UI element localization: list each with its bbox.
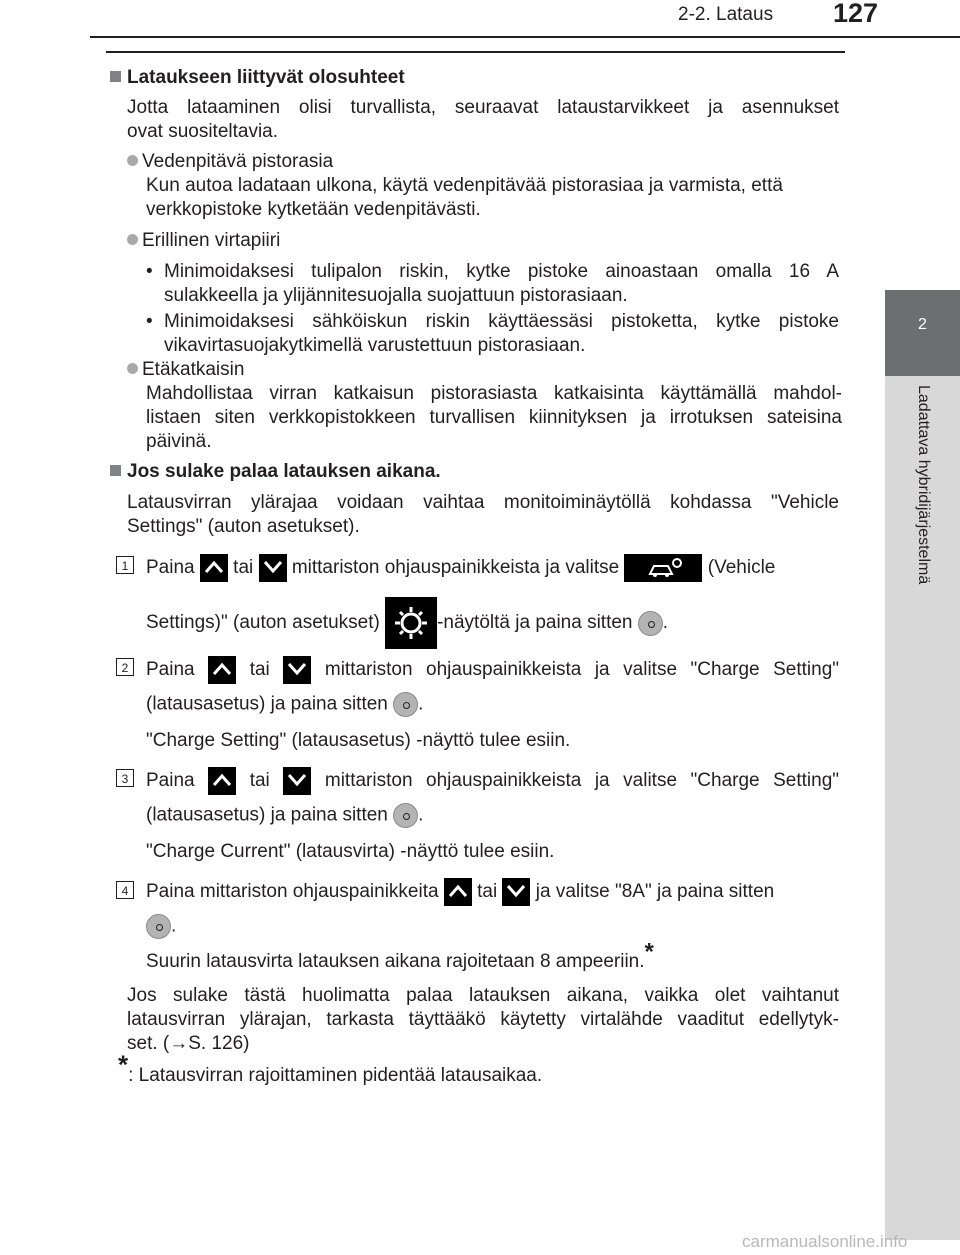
paragraph-line: Kun autoa ladataan ulkona, käytä vedenpitävää pistorasiaa ja varmista, että: [146, 175, 783, 196]
step-2-line-2: [146, 692, 423, 717]
paragraph-line: päivinä.: [146, 431, 212, 452]
step-text: Paina: [146, 770, 195, 792]
step-text: tai: [249, 659, 270, 681]
gear-icon: [385, 597, 437, 649]
section-heading-conditions: [110, 66, 405, 90]
paragraph-line: Jos sulake tästä huolimatta palaa latauksen aikana, vaikka olet vaihtanut: [127, 985, 839, 1006]
paragraph-line: verkkopistoke kytketään vedenpitävästi.: [146, 199, 481, 220]
step-2-line-1: [146, 656, 839, 684]
item-title: [127, 358, 244, 382]
step-number-4: 4: [116, 881, 134, 899]
item-title: [127, 229, 280, 253]
chapter-label: Ladattava hybridijärjestelmä: [915, 385, 932, 585]
paragraph-line: vikavirtasuojakytkimellä varustettuun pistorasiaan.: [164, 335, 586, 356]
step-4-line-1: [146, 878, 774, 906]
step-text: .: [418, 804, 424, 826]
page-header: [0, 0, 960, 40]
step-text: mittariston ohjauspainikkeista ja valitse "Charge Setting": [324, 659, 840, 681]
ok-button-icon: [393, 803, 418, 828]
footnote-marker: *: [644, 938, 654, 966]
down-button-icon: [283, 656, 311, 684]
item-title-text: Etäkatkaisin: [142, 359, 245, 380]
step-4-result: [146, 938, 654, 974]
ok-button-icon: [638, 611, 663, 636]
section-title: 2-2. Lataus: [678, 4, 774, 25]
paragraph-line: listaen siten verkkopistokkeen turvallisen kiinnityksen ja irrotuksen sateisina: [146, 407, 842, 428]
paragraph-line: latausvirran ylärajan, tarkasta täyttääkö käytetty virtalähde vaaditut edellytyk-: [127, 1009, 839, 1030]
step-text: Suurin latausvirta latauksen aikana rajoitetaan 8 ampeeriin.: [146, 951, 645, 972]
circle-bullet-icon: [127, 363, 138, 374]
footnote: [118, 1049, 543, 1088]
vehicle-settings-icon: [624, 554, 702, 582]
step-text: (Vehicle: [707, 557, 776, 579]
step-text: .: [662, 612, 669, 634]
step-text: tai: [477, 881, 498, 903]
paragraph-line: Mahdollistaa virran katkaisun pistorasiasta katkaisinta käyttämällä mahdol-: [146, 383, 842, 404]
square-bullet-icon: [110, 465, 121, 476]
down-button-icon: [502, 878, 530, 906]
heading-text: Lataukseen liittyvät olosuhteet: [127, 67, 405, 88]
page-number: 127: [833, 0, 879, 28]
step-text: mittariston ohjauspainikkeista ja valitse "Charge Setting": [324, 770, 840, 792]
step-3-result: "Charge Current" (latausvirta) -näyttö tulee esiin.: [146, 841, 555, 862]
step-text: .: [171, 915, 177, 937]
step-number-2: 2: [116, 658, 134, 676]
up-button-icon: [444, 878, 472, 906]
up-button-icon: [208, 767, 236, 795]
item-title-text: Vedenpitävä pistorasia: [142, 151, 334, 172]
down-button-icon: [259, 554, 287, 582]
circle-bullet-icon: [127, 155, 138, 166]
step-text: mittariston ohjauspainikkeista ja valitse: [291, 557, 620, 579]
step-number-3: 3: [116, 769, 134, 787]
step-text: Settings)" (auton asetukset): [146, 612, 380, 634]
step-number-1: 1: [116, 556, 134, 574]
paragraph-line: Jotta lataaminen olisi turvallista, seuraavat lataustarvikkeet ja asennukset: [127, 97, 839, 118]
step-text: Paina: [146, 659, 195, 681]
footnote-star: *: [118, 1049, 129, 1080]
step-3-line-2: [146, 803, 423, 828]
step-text: -näytöltä ja paina sitten: [437, 612, 633, 634]
section-heading-fuse: [110, 460, 441, 484]
paragraph-line: ovat suositeltavia.: [127, 121, 279, 142]
step-text: ja valitse "8A" ja paina sitten: [535, 881, 775, 903]
paragraph-line: sulakkeella ja ylijännitesuojalla suojattuun pistorasiaan.: [164, 285, 628, 306]
step-text: (latausasetus) ja paina sitten: [146, 804, 388, 826]
ok-button-icon: [146, 914, 171, 939]
watermark: carmanualsonline.info: [742, 1232, 908, 1251]
bullet-marker: •: [146, 261, 153, 282]
paragraph-line: Minimoidaksesi sähköiskun riskin käyttäessäsi pistoketta, kytke pistoke: [164, 311, 839, 332]
step-text: Paina: [146, 557, 195, 579]
paragraph-line: Minimoidaksesi tulipalon riskin, kytke pistoke ainoastaan omalla 16 A: [164, 261, 839, 282]
up-button-icon: [208, 656, 236, 684]
step-text: .: [418, 693, 424, 715]
step-1-line-1: [146, 554, 775, 582]
step-1-line-2: [146, 597, 668, 649]
item-title-text: Erillinen virtapiiri: [142, 230, 281, 251]
chapter-number: 2: [918, 316, 927, 333]
circle-bullet-icon: [127, 234, 138, 245]
paragraph-line: Settings" (auton asetukset).: [127, 516, 360, 537]
square-bullet-icon: [110, 71, 121, 82]
step-text: (latausasetus) ja paina sitten: [146, 693, 388, 715]
step-text: tai: [249, 770, 270, 792]
paragraph-line: set. (→S. 126): [127, 1033, 250, 1054]
paragraph-line: Latausvirran ylärajaa voidaan vaihtaa monitoiminäytöllä kohdassa "Vehicle: [127, 492, 839, 513]
step-4-line-2: [146, 914, 176, 939]
header-rule: [90, 36, 960, 38]
step-3-line-1: [146, 767, 839, 795]
up-button-icon: [200, 554, 228, 582]
step-text: tai: [233, 557, 254, 579]
item-title: [127, 150, 333, 174]
ok-button-icon: [393, 692, 418, 717]
bullet-marker: •: [146, 311, 153, 332]
content-top-rule: [106, 51, 845, 53]
footnote-text: : Latausvirran rajoittaminen pidentää latausaikaa.: [128, 1065, 543, 1086]
heading-text: Jos sulake palaa latauksen aikana.: [127, 461, 441, 482]
step-text: Paina mittariston ohjauspainikkeita: [146, 881, 439, 903]
down-button-icon: [283, 767, 311, 795]
step-2-result: "Charge Setting" (latausasetus) -näyttö tulee esiin.: [146, 730, 571, 751]
